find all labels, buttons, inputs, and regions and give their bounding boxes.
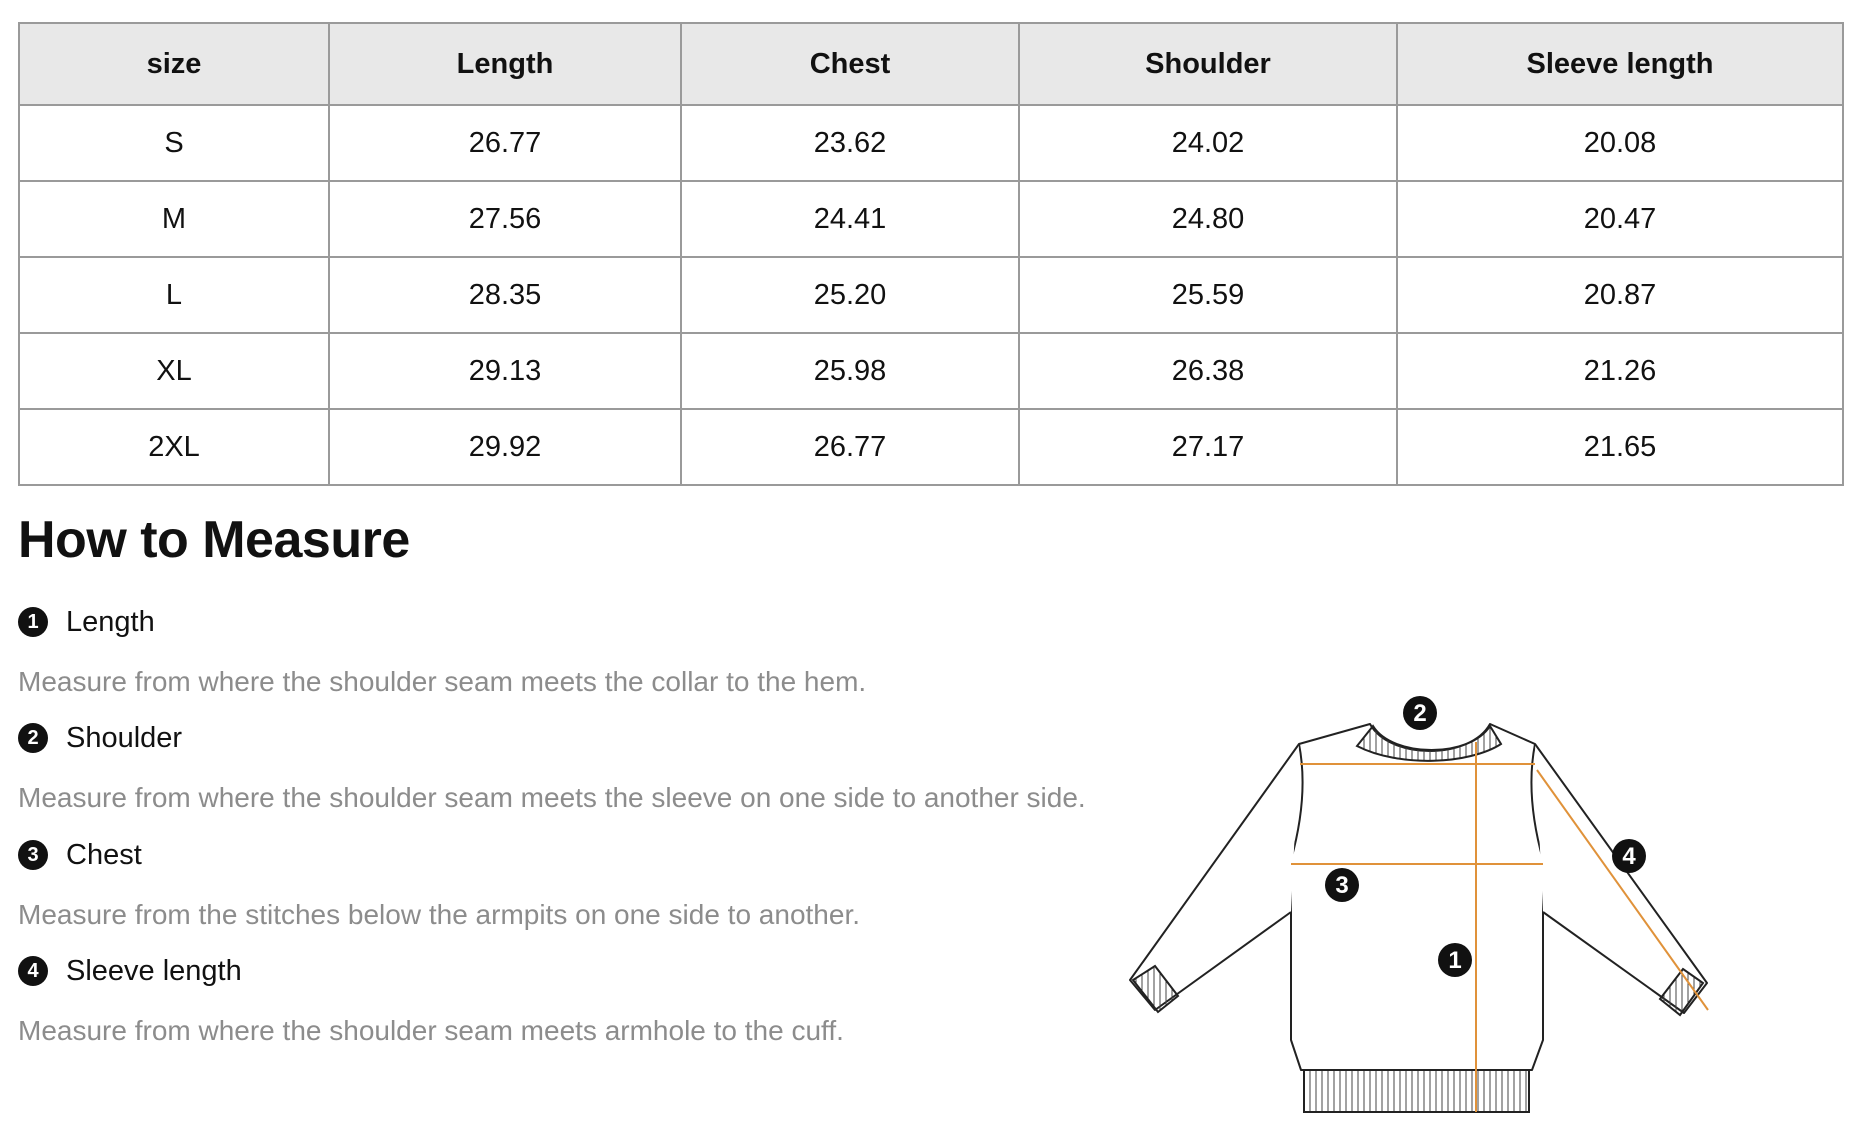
table-cell: 25.20	[681, 257, 1019, 333]
table-cell: 25.98	[681, 333, 1019, 409]
measure-item-length	[18, 602, 866, 698]
number-badge-icon: 2	[18, 723, 48, 753]
marker-1-icon	[1438, 943, 1472, 977]
table-cell: XL	[19, 333, 329, 409]
sweater-diagram-icon	[1115, 680, 1715, 1120]
header-length: Length	[329, 23, 681, 105]
table-row	[19, 105, 1843, 181]
table-cell: 24.80	[1019, 181, 1397, 257]
table-cell: 27.17	[1019, 409, 1397, 485]
measure-description: Measure from where the shoulder seam meets the collar to the hem.	[18, 666, 867, 697]
table-header-row	[19, 23, 1843, 105]
measure-label: Sleeve length	[66, 954, 242, 987]
measure-description: Measure from where the shoulder seam meets armhole to the cuff.	[18, 1015, 844, 1046]
size-chart-table	[18, 22, 1844, 486]
table-cell: 28.35	[329, 257, 681, 333]
table-cell: 27.56	[329, 181, 681, 257]
marker-label: 3	[1335, 872, 1349, 899]
table-cell: 21.26	[1397, 333, 1843, 409]
table-cell: 20.08	[1397, 105, 1843, 181]
table-row	[19, 257, 1843, 333]
table-cell: 26.77	[329, 105, 681, 181]
table-cell: S	[19, 105, 329, 181]
table-cell: 23.62	[681, 105, 1019, 181]
header-size: size	[19, 23, 329, 105]
table-cell: 20.47	[1397, 181, 1843, 257]
measure-item-chest	[18, 835, 860, 931]
measure-description: Measure from the stitches below the armpits on one side to another.	[18, 899, 861, 930]
number-badge-icon: 1	[18, 607, 48, 637]
marker-2-icon	[1403, 696, 1437, 730]
header-sleeve-length: Sleeve length	[1397, 23, 1843, 105]
table-cell: 21.65	[1397, 409, 1843, 485]
table-row	[19, 333, 1843, 409]
table-row	[19, 181, 1843, 257]
sweater-outline	[1130, 724, 1707, 1070]
marker-label: 2	[1413, 700, 1427, 727]
number-badge-icon: 4	[18, 956, 48, 986]
table-cell: 20.87	[1397, 257, 1843, 333]
measure-description: Measure from where the shoulder seam meets the sleeve on one side to another side.	[18, 782, 1086, 813]
table-cell: M	[19, 181, 329, 257]
header-chest: Chest	[681, 23, 1019, 105]
measure-item-shoulder	[18, 718, 1086, 814]
table-cell: 29.13	[329, 333, 681, 409]
table-cell: L	[19, 257, 329, 333]
table-cell: 2XL	[19, 409, 329, 485]
table-cell: 26.38	[1019, 333, 1397, 409]
table-cell: 24.02	[1019, 105, 1397, 181]
marker-label: 4	[1622, 843, 1636, 870]
measure-label: Length	[66, 605, 155, 638]
table-row	[19, 409, 1843, 485]
marker-label: 1	[1448, 947, 1462, 974]
measure-item-sleeve-length	[18, 951, 844, 1047]
header-shoulder: Shoulder	[1019, 23, 1397, 105]
number-badge-icon: 3	[18, 840, 48, 870]
how-to-measure-title: How to Measure	[18, 511, 410, 569]
table-cell: 29.92	[329, 409, 681, 485]
table-cell: 26.77	[681, 409, 1019, 485]
marker-3-icon	[1325, 868, 1359, 902]
measure-label: Chest	[66, 838, 142, 871]
marker-4-icon	[1612, 839, 1646, 873]
measure-label: Shoulder	[66, 721, 183, 754]
table-cell: 25.59	[1019, 257, 1397, 333]
table-cell: 24.41	[681, 181, 1019, 257]
